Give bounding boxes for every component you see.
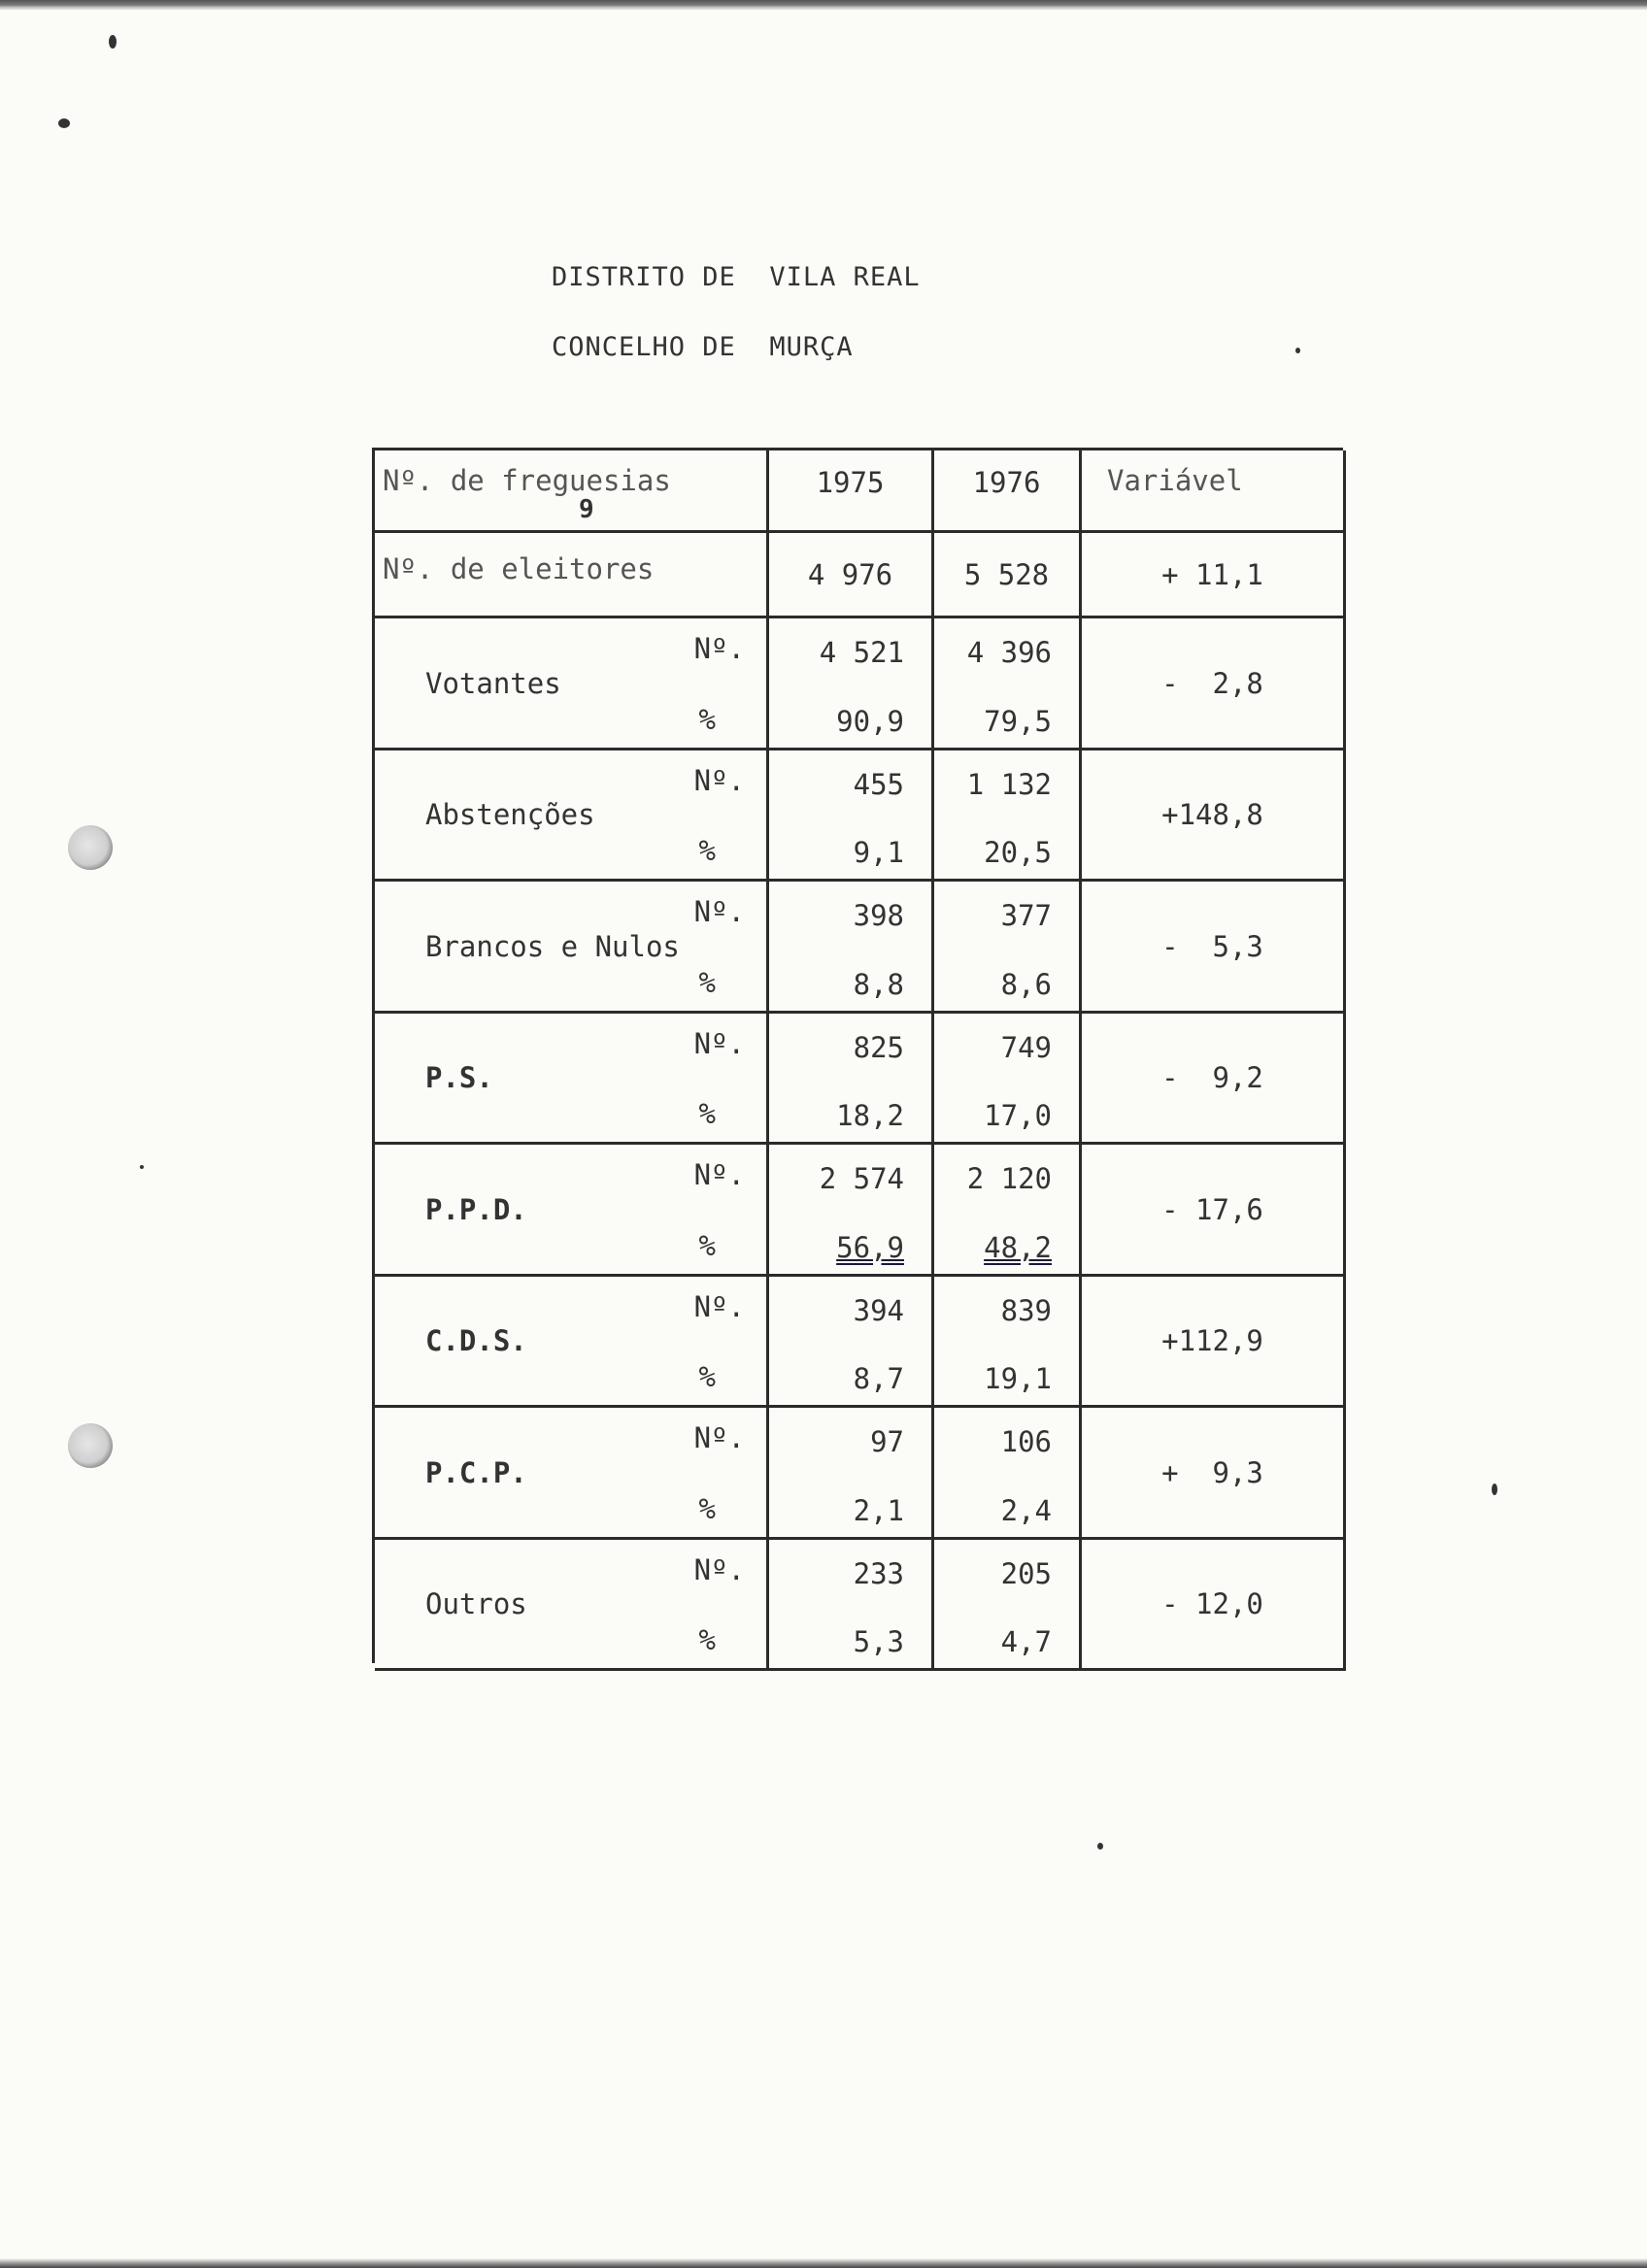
unit-no: Nº. [693,1553,745,1586]
percent-1976: 48,2 [984,1231,1052,1264]
value-1976-cell [934,618,1082,750]
scan-edge-bottom [0,2258,1647,2268]
percent-1976: 79,5 [984,705,1052,738]
percent-1975: 2,1 [853,1494,904,1527]
variation-value: - 9,2 [1161,1061,1263,1094]
percent-1976: 8,6 [1000,968,1052,1001]
speck [1295,348,1300,353]
percent-1976: 19,1 [984,1362,1052,1395]
row-label-cell [375,750,769,882]
value-1975-cell [769,1014,934,1145]
variation-cell [1082,750,1346,882]
unit-no: Nº. [693,1421,745,1454]
count-1975: 2 574 [819,1162,904,1195]
header-year-1976-cell [934,450,1082,533]
value-1976-cell [934,1277,1082,1408]
electors-variation: + 11,1 [1161,557,1263,591]
value-1975-cell [769,882,934,1014]
value-1976-cell [934,1145,1082,1277]
row-label: Abstenções [425,798,595,831]
unit-no: Nº. [693,1158,745,1191]
header-year-1976: 1976 [972,466,1041,499]
electors-1976: 5 528 [963,557,1050,591]
percent-1976: 2,4 [1000,1494,1052,1527]
unit-no: Nº. [693,1290,745,1323]
count-1976: 4 396 [966,636,1052,669]
count-1976: 1 132 [966,768,1052,801]
unit-pct: % [698,1492,716,1525]
percent-1975: 56,9 [836,1231,904,1264]
row-label-cell [375,1145,769,1277]
percent-1975: 18,2 [836,1099,904,1132]
variation-value: +148,8 [1161,798,1263,831]
electors-label: Nº. de eleitores [383,552,655,585]
variation-cell [1082,1014,1346,1145]
electors-variation-cell [1082,533,1346,618]
count-1975: 825 [853,1031,904,1064]
variation-cell [1082,1277,1346,1408]
unit-pct: % [698,1360,716,1393]
unit-no: Nº. [693,895,745,928]
header-year-1975: 1975 [816,466,885,499]
variation-value: - 5,3 [1161,929,1263,963]
count-1976: 749 [1000,1031,1052,1064]
unit-pct: % [698,703,716,736]
electors-1975-cell [769,533,934,618]
variation-value: + 9,3 [1161,1455,1263,1489]
scan-edge-top [0,0,1647,10]
row-label: Outros [425,1587,527,1620]
unit-pct: % [698,834,716,867]
header-freguesias-cell [375,450,769,533]
value-1976-cell [934,1408,1082,1540]
count-1976: 205 [1000,1557,1052,1590]
value-1975-cell [769,1408,934,1540]
unit-no: Nº. [693,764,745,797]
count-1976: 377 [1000,899,1052,932]
variation-cell [1082,1408,1346,1540]
variation-value: - 12,0 [1161,1587,1263,1620]
freguesias-label: Nº. de freguesias [383,464,671,497]
count-1975: 455 [853,768,904,801]
unit-no: Nº. [693,632,745,665]
percent-1975: 90,9 [836,705,904,738]
speck [58,118,70,128]
unit-no: Nº. [693,1027,745,1060]
row-label: Votantes [425,666,561,700]
variation-cell [1082,1540,1346,1671]
row-label-cell [375,1014,769,1145]
variation-value: +112,9 [1161,1324,1263,1357]
value-1975-cell [769,1540,934,1671]
electors-1976-cell [934,533,1082,618]
count-1976: 2 120 [966,1162,1052,1195]
unit-pct: % [698,1229,716,1262]
district-heading: DISTRITO DE VILA REAL [552,262,921,292]
count-1976: 839 [1000,1294,1052,1327]
speck [1492,1484,1497,1495]
variation-cell [1082,1145,1346,1277]
variation-cell [1082,882,1346,1014]
value-1975-cell [769,1277,934,1408]
percent-1976: 4,7 [1000,1625,1052,1658]
count-1975: 97 [870,1425,904,1458]
row-label-cell [375,1540,769,1671]
variation-value: - 17,6 [1161,1192,1263,1226]
value-1975-cell [769,618,934,750]
variation-value: - 2,8 [1161,666,1263,700]
unit-pct: % [698,1097,716,1130]
speck [1097,1843,1103,1850]
value-1976-cell [934,1014,1082,1145]
count-1975: 233 [853,1557,904,1590]
row-label-cell [375,1408,769,1540]
header-variation-cell [1082,450,1346,533]
percent-1976: 20,5 [984,836,1052,869]
percent-1975: 8,7 [853,1362,904,1395]
count-1975: 4 521 [819,636,904,669]
value-1976-cell [934,1540,1082,1671]
count-1975: 398 [853,899,904,932]
punch-hole-top [68,825,113,870]
row-label-cell [375,618,769,750]
value-1975-cell [769,750,934,882]
freguesias-count: 9 [579,495,594,524]
header-year-1975-cell [769,450,934,533]
electors-label-cell [375,533,769,618]
variation-cell [1082,618,1346,750]
percent-1976: 17,0 [984,1099,1052,1132]
value-1975-cell [769,1145,934,1277]
row-label: C.D.S. [425,1324,527,1357]
row-label-cell [375,1277,769,1408]
value-1976-cell [934,750,1082,882]
value-1976-cell [934,882,1082,1014]
speck [140,1165,144,1169]
punch-hole-bottom [68,1423,113,1468]
count-1976: 106 [1000,1425,1052,1458]
percent-1975: 8,8 [853,968,904,1001]
speck [109,35,117,49]
header-variation: Variável [1107,464,1243,497]
results-table [372,448,1343,1663]
electors-1975: 4 976 [807,557,893,591]
unit-pct: % [698,1623,716,1656]
percent-1975: 9,1 [853,836,904,869]
concelho-heading: CONCELHO DE MURÇA [552,332,854,362]
row-label: P.P.D. [425,1192,527,1226]
row-label: P.C.P. [425,1455,527,1489]
percent-1975: 5,3 [853,1625,904,1658]
row-label: P.S. [425,1061,493,1094]
row-label-cell [375,882,769,1014]
unit-pct: % [698,966,716,999]
count-1975: 394 [853,1294,904,1327]
row-label: Brancos e Nulos [425,929,680,963]
